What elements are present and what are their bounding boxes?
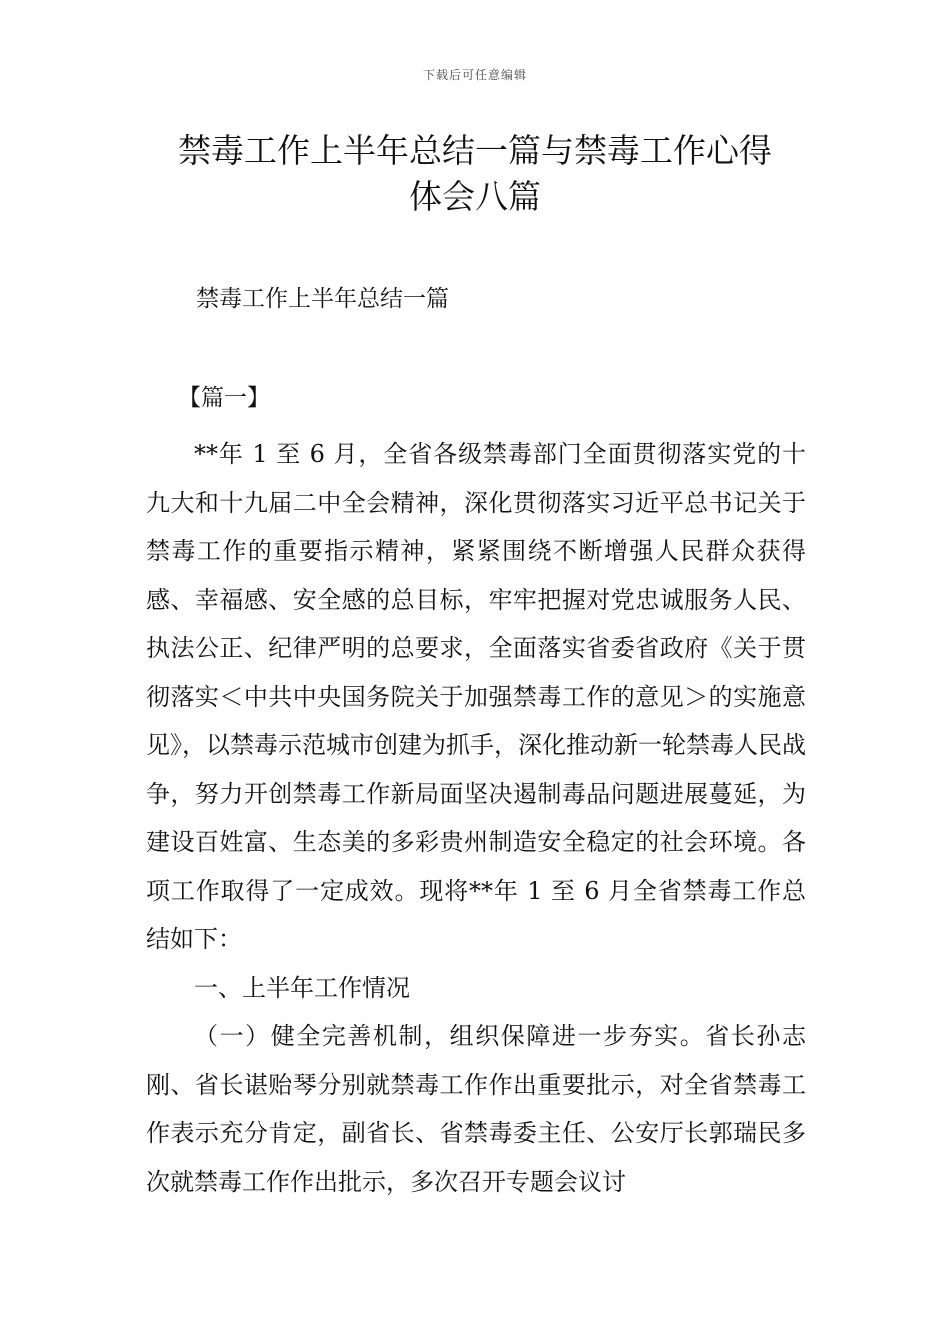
header-note: 下载后可任意编辑 <box>422 68 527 82</box>
document-title-line-1: 禁毒工作上半年总结一篇与禁毒工作心得 <box>178 131 772 170</box>
body-text <box>146 430 806 1206</box>
section-tag: 【篇一】 <box>178 385 270 411</box>
section-heading: 一、上半年工作情况 <box>194 973 410 1002</box>
paragraph-intro: **年 1 至 6 月，全省各级禁毒部门全面贯彻落实党的十九大和十九届二中全会精神，深化贯彻落实习近平总书记关于禁毒工作的重要指示精神，紧紧围绕不断增强人民群众获得感、幸福感、安全感的总目标，牢牢把握对党忠诚服务人民、执法公正、纪律严明的总要求，全面落实省委省政府《关于贯彻落实＜中共中央国务院关于加强禁毒工作的意见＞的实施意见》，以禁毒示范城市创建为抓手，深化推动新一轮禁毒人民战争，努力开创禁毒工作新局面坚决遏制毒品问题进展蔓延，为建设百姓富、生态美的多彩贵州制造安全稳定的社会环境。各项工作取得了一定成效。现将**年 1 至 6 月全省禁毒工作总结如下： <box>146 440 806 953</box>
document-subtitle: 禁毒工作上半年总结一篇 <box>196 286 449 312</box>
document-title-line-2: 体会八篇 <box>409 177 541 216</box>
paragraph-section-1: （一）健全完善机制，组织保障进一步夯实。省长孙志刚、省长谌贻琴分别就禁毒工作作出重要批示，对全省禁毒工作表示充分肯定，副省长、省禁毒委主任、公安厅长郭瑞民多次就禁毒工作作出批示，多次召开专题会议讨 <box>146 1022 806 1196</box>
document-title <box>100 128 850 220</box>
